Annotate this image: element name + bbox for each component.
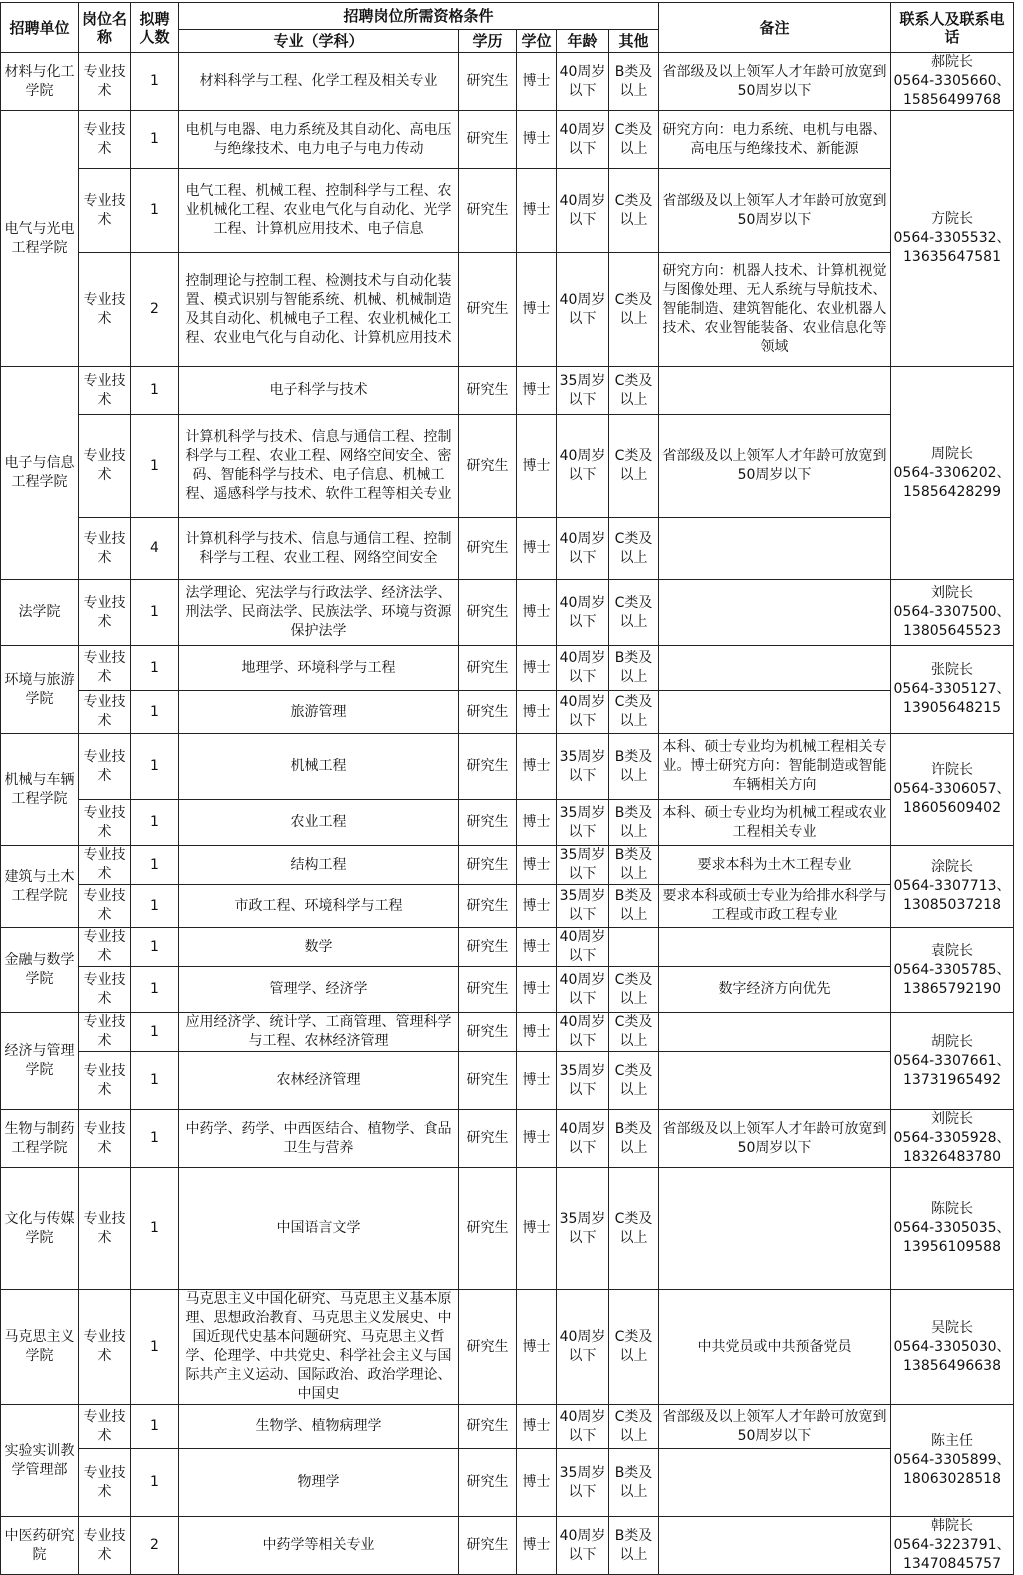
count-cell: 1 [131,415,179,518]
table-row [1,367,1014,415]
note-cell: 研究方向：机器人技术、计算机视觉与图像处理、无人系统与导航技术、智能制造、建筑智能化、农业机器人技术、农业智能装备、农业信息化等领域 [659,253,891,367]
major-cell: 市政工程、环境科学与工程 [179,885,459,928]
other-cell: C类及以上 [609,1052,659,1110]
major-cell: 结构工程 [179,846,459,885]
table-row [1,1517,1014,1575]
major-cell: 应用经济学、统计学、工商管理、管理科学与工程、农林经济管理 [179,1013,459,1052]
header-age: 年龄 [557,30,609,53]
age-cell: 40周岁以下 [557,518,609,580]
major-cell: 物理学 [179,1449,459,1517]
degree-cell: 博士 [517,1013,557,1052]
degree-cell: 博士 [517,415,557,518]
education-cell: 研究生 [459,1110,517,1168]
education-cell: 研究生 [459,967,517,1013]
degree-cell: 博士 [517,1405,557,1449]
education-cell: 研究生 [459,253,517,367]
other-cell: C类及以上 [609,169,659,253]
age-cell: 40周岁以下 [557,1110,609,1168]
other-cell: B类及以上 [609,1517,659,1575]
note-cell [659,367,891,415]
note-cell: 省部级及以上领军人才年龄可放宽到50周岁以下 [659,169,891,253]
education-cell: 研究生 [459,1168,517,1290]
degree-cell: 博士 [517,367,557,415]
unit-cell: 电子与信息工程学院 [1,367,79,580]
count-cell: 2 [131,1517,179,1575]
header-unit: 招聘单位 [1,3,79,53]
note-cell: 研究方向：电力系统、电机与电器、高电压与绝缘技术、新能源 [659,111,891,169]
major-cell: 电机与电器、电力系统及其自动化、高电压与绝缘技术、电力电子与电力传动 [179,111,459,169]
post-cell: 专业技术 [79,1449,131,1517]
table-row [1,1168,1014,1290]
other-cell: C类及以上 [609,518,659,580]
other-cell: C类及以上 [609,253,659,367]
major-cell: 材料科学与工程、化学工程及相关专业 [179,53,459,111]
other-cell: B类及以上 [609,53,659,111]
unit-cell: 马克思主义学院 [1,1290,79,1405]
education-cell: 研究生 [459,885,517,928]
contact-cell: 方院长 0564-3305532、13635647581 [891,111,1014,367]
table-row [1,967,1014,1013]
age-cell: 35周岁以下 [557,734,609,800]
note-cell: 省部级及以上领军人才年龄可放宽到50周岁以下 [659,1110,891,1168]
other-cell: B类及以上 [609,1110,659,1168]
post-cell: 专业技术 [79,800,131,846]
degree-cell: 博士 [517,967,557,1013]
table-row [1,928,1014,967]
degree-cell: 博士 [517,253,557,367]
post-cell: 专业技术 [79,518,131,580]
contact-cell: 刘院长 0564-3307500、13805645523 [891,580,1014,646]
age-cell: 40周岁以下 [557,967,609,1013]
major-cell: 农林经济管理 [179,1052,459,1110]
post-cell: 专业技术 [79,580,131,646]
other-cell: C类及以上 [609,1405,659,1449]
contact-cell: 胡院长 0564-3307661、13731965492 [891,1013,1014,1110]
count-cell: 1 [131,734,179,800]
degree-cell: 博士 [517,885,557,928]
education-cell: 研究生 [459,169,517,253]
other-cell: C类及以上 [609,111,659,169]
post-cell: 专业技术 [79,1110,131,1168]
note-cell [659,1517,891,1575]
major-cell: 计算机科学与技术、信息与通信工程、控制科学与工程、农业工程、网络空间安全 [179,518,459,580]
education-cell: 研究生 [459,691,517,734]
other-cell [609,928,659,967]
age-cell: 40周岁以下 [557,111,609,169]
post-cell: 专业技术 [79,1517,131,1575]
education-cell: 研究生 [459,53,517,111]
table-row [1,1405,1014,1449]
age-cell: 40周岁以下 [557,1013,609,1052]
table-row [1,253,1014,367]
note-cell: 要求本科为土木工程专业 [659,846,891,885]
note-cell [659,580,891,646]
unit-cell: 实验实训教学管理部 [1,1405,79,1517]
other-cell: C类及以上 [609,1290,659,1405]
contact-cell: 韩院长 0564-3223791、13470845757 [891,1517,1014,1575]
degree-cell: 博士 [517,111,557,169]
major-cell: 计算机科学与技术、信息与通信工程、控制科学与工程、农业工程、网络空间安全、密码、智能科学与技术、电子信息、机械工程、遥感科学与技术、软件工程等相关专业 [179,415,459,518]
note-cell [659,1013,891,1052]
count-cell: 1 [131,1405,179,1449]
contact-cell: 涂院长 0564-3307713、13085037218 [891,846,1014,928]
unit-cell: 环境与旅游学院 [1,646,79,734]
major-cell: 中国语言文学 [179,1168,459,1290]
unit-cell: 金融与数学学院 [1,928,79,1013]
degree-cell: 博士 [517,691,557,734]
table-row [1,646,1014,691]
unit-cell: 经济与管理学院 [1,1013,79,1110]
contact-cell: 郝院长 0564-3305660、15856499768 [891,53,1014,111]
post-cell: 专业技术 [79,111,131,169]
count-cell: 1 [131,1052,179,1110]
age-cell: 40周岁以下 [557,1290,609,1405]
education-cell: 研究生 [459,367,517,415]
table-row [1,1110,1014,1168]
post-cell: 专业技术 [79,928,131,967]
major-cell: 电气工程、机械工程、控制科学与工程、农业机械化工程、农业电气化与自动化、光学工程、计算机应用技术、电子信息 [179,169,459,253]
table-row [1,1013,1014,1052]
other-cell: C类及以上 [609,1013,659,1052]
table-row [1,800,1014,846]
unit-cell: 文化与传媒学院 [1,1168,79,1290]
recruitment-table [0,2,1014,1575]
degree-cell: 博士 [517,1110,557,1168]
note-cell: 中共党员或中共预备党员 [659,1290,891,1405]
degree-cell: 博士 [517,53,557,111]
count-cell: 1 [131,967,179,1013]
unit-cell: 电气与光电工程学院 [1,111,79,367]
age-cell: 40周岁以下 [557,1517,609,1575]
post-cell: 专业技术 [79,169,131,253]
other-cell: B类及以上 [609,800,659,846]
age-cell: 35周岁以下 [557,800,609,846]
note-cell [659,646,891,691]
other-cell: C类及以上 [609,691,659,734]
degree-cell: 博士 [517,1052,557,1110]
major-cell: 马克思主义中国化研究、马克思主义基本原理、思想政治教育、马克思主义发展史、中国近现代史基本问题研究、马克思主义哲学、伦理学、中共党史、科学社会主义与国际共产主义运动、国际政治、政治学理论、中国史 [179,1290,459,1405]
table-row [1,734,1014,800]
count-cell: 1 [131,1290,179,1405]
other-cell: B类及以上 [609,885,659,928]
degree-cell: 博士 [517,518,557,580]
post-cell: 专业技术 [79,846,131,885]
education-cell: 研究生 [459,646,517,691]
post-cell: 专业技术 [79,1168,131,1290]
count-cell: 1 [131,53,179,111]
contact-cell: 陈主任 0564-3305899、18063028518 [891,1405,1014,1517]
other-cell: C类及以上 [609,415,659,518]
contact-cell: 袁院长 0564-3305785、13865792190 [891,928,1014,1013]
table-row [1,111,1014,169]
table-row [1,1290,1014,1405]
count-cell: 1 [131,111,179,169]
header-degree: 学位 [517,30,557,53]
other-cell: B类及以上 [609,846,659,885]
unit-cell: 法学院 [1,580,79,646]
header-other: 其他 [609,30,659,53]
count-cell: 1 [131,928,179,967]
count-cell: 1 [131,885,179,928]
count-cell: 1 [131,1168,179,1290]
note-cell [659,1449,891,1517]
education-cell: 研究生 [459,111,517,169]
note-cell [659,518,891,580]
degree-cell: 博士 [517,646,557,691]
note-cell: 省部级及以上领军人才年龄可放宽到50周岁以下 [659,1405,891,1449]
count-cell: 1 [131,1449,179,1517]
contact-cell: 许院长 0564-3306057、18605609402 [891,734,1014,846]
table-body [1,53,1014,1575]
table-row [1,169,1014,253]
count-cell: 1 [131,800,179,846]
other-cell: C类及以上 [609,967,659,1013]
degree-cell: 博士 [517,169,557,253]
table-row [1,1052,1014,1110]
education-cell: 研究生 [459,1517,517,1575]
contact-cell: 刘院长 0564-3305928、18326483780 [891,1110,1014,1168]
major-cell: 中药学等相关专业 [179,1517,459,1575]
degree-cell: 博士 [517,1290,557,1405]
major-cell: 农业工程 [179,800,459,846]
contact-cell: 吴院长 0564-3305030、13856496638 [891,1290,1014,1405]
contact-cell: 陈院长 0564-3305035、13956109588 [891,1168,1014,1290]
education-cell: 研究生 [459,580,517,646]
age-cell: 35周岁以下 [557,1168,609,1290]
unit-cell: 中医药研究院 [1,1517,79,1575]
age-cell: 40周岁以下 [557,253,609,367]
post-cell: 专业技术 [79,885,131,928]
post-cell: 专业技术 [79,967,131,1013]
post-cell: 专业技术 [79,253,131,367]
header-education: 学历 [459,30,517,53]
major-cell: 地理学、环境科学与工程 [179,646,459,691]
other-cell: B类及以上 [609,646,659,691]
count-cell: 1 [131,367,179,415]
count-cell: 1 [131,1110,179,1168]
note-cell: 本科、硕士专业均为机械工程相关专业。博士研究方向：智能制造或智能车辆相关方向 [659,734,891,800]
table-row [1,415,1014,518]
education-cell: 研究生 [459,734,517,800]
age-cell: 40周岁以下 [557,928,609,967]
education-cell: 研究生 [459,415,517,518]
table-row [1,580,1014,646]
major-cell: 电子科学与技术 [179,367,459,415]
header-post: 岗位名称 [79,3,131,53]
degree-cell: 博士 [517,734,557,800]
note-cell [659,1052,891,1110]
age-cell: 35周岁以下 [557,846,609,885]
education-cell: 研究生 [459,1013,517,1052]
note-cell: 省部级及以上领军人才年龄可放宽到50周岁以下 [659,415,891,518]
table-row [1,53,1014,111]
age-cell: 35周岁以下 [557,1449,609,1517]
age-cell: 40周岁以下 [557,580,609,646]
major-cell: 机械工程 [179,734,459,800]
other-cell: C类及以上 [609,1168,659,1290]
header-contact: 联系人及联系电话 [891,3,1014,53]
post-cell: 专业技术 [79,367,131,415]
age-cell: 40周岁以下 [557,646,609,691]
note-cell [659,1168,891,1290]
count-cell: 1 [131,169,179,253]
header-requirements: 招聘岗位所需资格条件 [179,3,659,30]
unit-cell: 建筑与土木工程学院 [1,846,79,928]
unit-cell: 机械与车辆工程学院 [1,734,79,846]
count-cell: 1 [131,646,179,691]
education-cell: 研究生 [459,846,517,885]
other-cell: B类及以上 [609,734,659,800]
age-cell: 40周岁以下 [557,691,609,734]
count-cell: 1 [131,1013,179,1052]
count-cell: 2 [131,253,179,367]
note-cell: 省部级及以上领军人才年龄可放宽到50周岁以下 [659,53,891,111]
age-cell: 35周岁以下 [557,367,609,415]
education-cell: 研究生 [459,928,517,967]
note-cell: 数字经济方向优先 [659,967,891,1013]
degree-cell: 博士 [517,580,557,646]
post-cell: 专业技术 [79,415,131,518]
table-row [1,518,1014,580]
major-cell: 管理学、经济学 [179,967,459,1013]
count-cell: 1 [131,580,179,646]
major-cell: 数学 [179,928,459,967]
degree-cell: 博士 [517,846,557,885]
post-cell: 专业技术 [79,1052,131,1110]
other-cell: C类及以上 [609,367,659,415]
contact-cell: 张院长 0564-3305127、13905648215 [891,646,1014,734]
degree-cell: 博士 [517,800,557,846]
degree-cell: 博士 [517,1168,557,1290]
note-cell [659,691,891,734]
note-cell: 要求本科或硕士专业为给排水科学与工程或市政工程专业 [659,885,891,928]
table-row [1,1449,1014,1517]
header-note: 备注 [659,3,891,53]
education-cell: 研究生 [459,518,517,580]
post-cell: 专业技术 [79,1013,131,1052]
education-cell: 研究生 [459,800,517,846]
other-cell: B类及以上 [609,1449,659,1517]
major-cell: 中药学、药学、中西医结合、植物学、食品卫生与营养 [179,1110,459,1168]
unit-cell: 材料与化工学院 [1,53,79,111]
degree-cell: 博士 [517,1449,557,1517]
post-cell: 专业技术 [79,734,131,800]
count-cell: 1 [131,691,179,734]
count-cell: 1 [131,846,179,885]
age-cell: 40周岁以下 [557,53,609,111]
age-cell: 35周岁以下 [557,885,609,928]
age-cell: 40周岁以下 [557,169,609,253]
education-cell: 研究生 [459,1449,517,1517]
age-cell: 40周岁以下 [557,415,609,518]
degree-cell: 博士 [517,1517,557,1575]
major-cell: 生物学、植物病理学 [179,1405,459,1449]
degree-cell: 博士 [517,928,557,967]
major-cell: 控制理论与控制工程、检测技术与自动化装置、模式识别与智能系统、机械、机械制造及其自动化、机械电子工程、农业机械化工程、农业电气化与自动化、计算机应用技术 [179,253,459,367]
table-row [1,691,1014,734]
age-cell: 35周岁以下 [557,1052,609,1110]
unit-cell: 生物与制药工程学院 [1,1110,79,1168]
other-cell: C类及以上 [609,580,659,646]
post-cell: 专业技术 [79,1290,131,1405]
note-cell: 本科、硕士专业均为机械工程或农业工程相关专业 [659,800,891,846]
education-cell: 研究生 [459,1405,517,1449]
major-cell: 法学理论、宪法学与行政法学、经济法学、刑法学、民商法学、民族法学、环境与资源保护法学 [179,580,459,646]
major-cell: 旅游管理 [179,691,459,734]
contact-cell: 周院长 0564-3306202、15856428299 [891,367,1014,580]
header-major: 专业（学科） [179,30,459,53]
post-cell: 专业技术 [79,646,131,691]
count-cell: 4 [131,518,179,580]
post-cell: 专业技术 [79,1405,131,1449]
note-cell [659,928,891,967]
post-cell: 专业技术 [79,53,131,111]
post-cell: 专业技术 [79,691,131,734]
age-cell: 40周岁以下 [557,1405,609,1449]
table-row [1,885,1014,928]
education-cell: 研究生 [459,1052,517,1110]
education-cell: 研究生 [459,1290,517,1405]
table-row [1,846,1014,885]
header-count: 拟聘人数 [131,3,179,53]
